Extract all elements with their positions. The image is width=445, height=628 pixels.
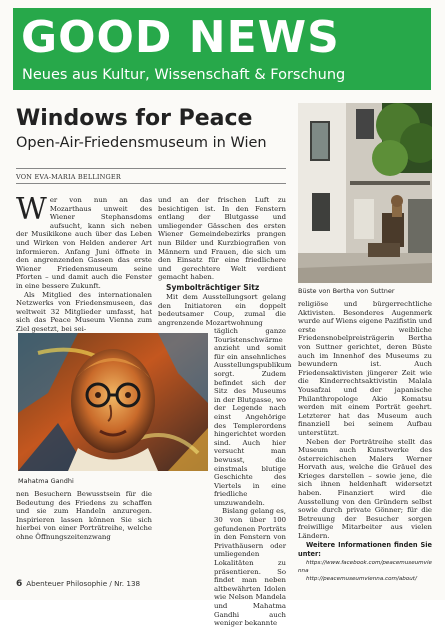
page-footer	[16, 579, 140, 589]
good-news-banner	[13, 8, 431, 90]
paragraph-intro: er von nun an das Mozarthaus unweit des Wiener Stephansdoms aufsucht, kann sich neben der Musikikone auch über das Leben und Wirken von Helden anderer Art informieren. Anfang Juni öffnete in den angrenzenden Gassen das erste Wiener Friedensmuseum seine Pforten – und damit auch die Fenster in eine bessere Zukunft.	[16, 196, 152, 290]
byline-bottom-rule	[16, 183, 286, 184]
paragraph-artworks: Neben der Porträtreihe stellt das Museum auch Kunstwerke des österreichischen Malers Werner Horvath aus, welche die Gräuel des Krieges darstellen – sowie jene, die sich ihnen heldenhaft widersetzt haben. Finanziert wird die Ausstellung von den Gründern selbst sowie durch private Gönner; für die Betreuung der Besucher sorgen freiwillige Mitarbeiter aus vielen Ländern.	[298, 437, 432, 541]
banner-subtitle: Neues aus Kultur, Wissenschaft & Forschung	[22, 67, 346, 83]
column-2-top	[158, 196, 286, 327]
banner-title: GOOD NEWS	[21, 12, 340, 63]
byline: VON EVA-MARIA BELLINGER	[16, 173, 121, 181]
byline-top-rule	[16, 168, 286, 169]
suttner-courtyard-image	[298, 103, 432, 283]
column-1-bottom	[16, 490, 152, 542]
paragraph-location-a: Mit dem Ausstellungsort gelang den Initiatoren ein doppelt bedeutsamer Coup, zumal die angrenzende Mozartwohnung	[158, 292, 286, 327]
paragraph-windows: und an der frischen Luft zu besichtigen ist. In den Fenstern entlang der Blutgasse und umliegender Gässchen des ersten Wiener Gemeindebezirks prangen nun Bilder und Kurzbiografien von Männern und Frauen, die sich um den Einsatz für eine friedlichere und gerechtere Welt verdient gemacht haben.	[158, 196, 286, 282]
section-heading: Symbolträchtiger Sitz	[166, 282, 260, 292]
gandhi-painting-image	[18, 333, 208, 471]
paragraph-location-b: täglich ganze Touristenschwärme anzieht und somit für ein ansehnliches Ausstellungspublikum sorgt. Zudem befindet sich der Sitz des Museums in der Blutgasse, wo der Legende nach einst Angehörige des Templerordens hingerichtet worden sind. Auch hier versucht man bewusst, die einstmals blutige Geschichte des Viertels in eine friedliche umzuwandeln.	[214, 327, 292, 507]
article-headline: Windows for Peace	[16, 106, 253, 131]
column-1-top	[16, 192, 152, 334]
suttner-caption: Büste von Bertha von Suttner	[298, 287, 395, 295]
facebook-link[interactable]: https://www.facebook.com/peacemuseumvienna	[298, 559, 432, 574]
more-info-heading: Weitere Informationen finden Sie unter:	[298, 540, 432, 558]
magazine-issue: Abenteuer Philosophie / Nr. 138	[26, 579, 141, 588]
paragraph-portraits: Bislang gelang es, 30 von über 100 gefundenen Porträts in den Fenstern von Privathäusern oder umliegenden Lokalitäten zu präsentieren. So findet man neben altbewährten Idolen wie Nelson Mandela und Mahatma Gandhi auch weniger bekannte	[214, 507, 286, 628]
paragraph-awareness: nen Besuchern Bewusstsein für die Bedeutung des Friedens zu schaffen und sie zum Handeln anzuregen. Inspirieren lassen können Sie sich hierbei von einer Porträtreihe, welche ohne Öffnungszeitenzwang	[16, 490, 152, 541]
paragraph-network: Als Mitglied des internationalen Netzwerks von Friedensmuseen, das weltweit 32 Mitglieder umfasst, hat sich das Peace Museum Vienna zum Ziel gesetzt, bei sei-	[16, 290, 152, 333]
gandhi-caption: Mahatma Gandhi	[18, 477, 74, 485]
paragraph-activists: religiöse und bürgerrechtliche Aktivisten. Besonderes Augenmerk wurde auf Wiens eigene Pazifistin und erste weibliche Friedensnobelpreisträgerin Bertha von Suttner gerichtet, deren Büste auch im Innenhof des Museums zu bewundern ist. Auch Friedensaktivisten jüngerer Zeit wie die Kinderrechtsaktivistin Malala Yousafzai und der japanische Philanthropologe Akio Komatsu werden mit einem Porträt geehrt. Letzterer hat das Museum auch finanziell bei seinem Aufbau unterstützt.	[298, 300, 432, 437]
article-subheadline: Open-Air-Friedensmuseum in Wien	[16, 135, 267, 151]
column-3	[298, 300, 432, 583]
page-number: 6	[16, 579, 23, 589]
column-2-middle	[214, 327, 292, 628]
drop-cap: W	[16, 192, 47, 227]
website-link[interactable]: http://peacemuseumvienna.com/about/	[306, 575, 417, 582]
